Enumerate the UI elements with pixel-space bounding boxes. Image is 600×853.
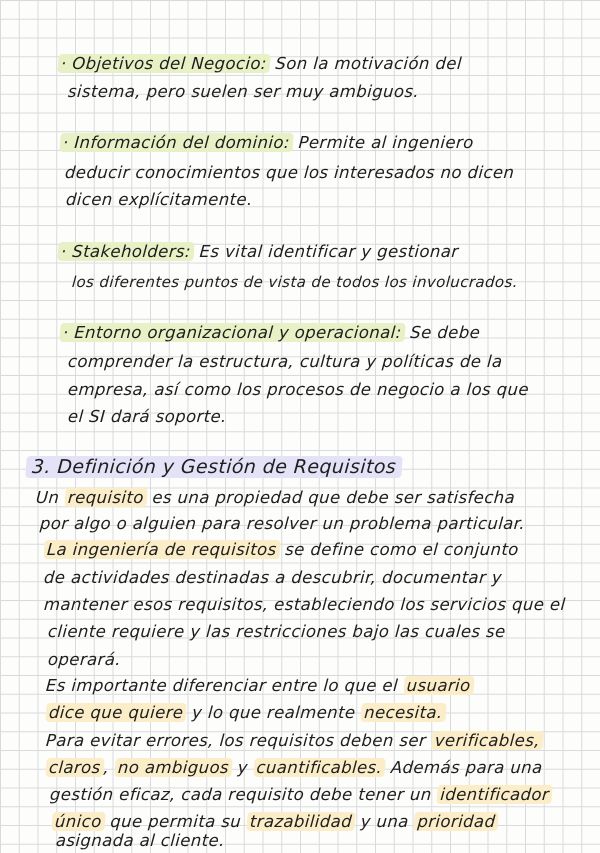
stakeholders-term: · Stakeholders: — [57, 242, 194, 261]
dice-que-quiere-highlight: dice que quiere — [45, 703, 187, 722]
domain-info-term: · Información del dominio: — [59, 133, 293, 152]
usuario-highlight: usuario — [403, 676, 474, 695]
paragraph-line-14: asignada al cliente. — [55, 831, 226, 850]
environment-text: Se debe — [409, 323, 481, 342]
p10-pre: Para evitar errores, los requisitos deben ser — [45, 731, 427, 750]
requisito-highlight: requisito — [64, 488, 147, 507]
business-goals-text: Son la motivación del — [274, 54, 463, 73]
section-heading-text: 3. Definición y Gestión de Requisitos — [25, 456, 403, 478]
business-goals-term: · Objetivos del Negocio: — [57, 54, 270, 73]
paragraph-line-9 — [45, 701, 446, 725]
cuantificables-highlight: cuantificables. — [253, 758, 386, 777]
section-heading — [25, 455, 403, 479]
stakeholders-line-1 — [57, 240, 459, 264]
business-goals-line-2: sistema, pero suelen ser muy ambiguos. — [67, 82, 420, 101]
p1-post: es una propiedad que debe ser satisfecha — [151, 488, 516, 507]
p11-and: y — [237, 758, 249, 777]
p11-comma: , — [103, 758, 111, 777]
paragraph-line-8 — [45, 674, 474, 698]
prioridad-highlight: prioridad — [414, 812, 499, 831]
domain-info-text: Permite al ingeniero — [297, 133, 475, 152]
domain-info-line-3: dicen explícitamente. — [65, 190, 254, 209]
business-goals-line-1 — [57, 52, 463, 76]
environment-line-4: el SI dará soporte. — [67, 407, 228, 426]
paragraph-line-5: mantener esos requisitos, estableciendo los servicios que el — [43, 595, 567, 614]
paragraph-line-3 — [43, 538, 519, 562]
paragraph-line-2: por algo o alguien para resolver un problema particular. — [39, 514, 526, 533]
environment-line-1 — [59, 321, 481, 345]
domain-info-line-1 — [59, 131, 474, 155]
claros-highlight: claros — [45, 758, 104, 777]
necesita-highlight: necesita. — [361, 703, 447, 722]
p12-pre: gestión eficaz, cada requisito debe tener un — [49, 785, 433, 804]
domain-info-line-2: deducir conocimientos que los interesados no dicen — [64, 163, 516, 182]
paragraph-line-11 — [45, 756, 543, 780]
no-ambiguos-highlight: no ambiguos — [114, 758, 232, 777]
stakeholders-line-2: los diferentes puntos de vista de todos los involucrados. — [71, 273, 519, 291]
environment-term: · Entorno organizacional y operacional: — [59, 323, 405, 342]
paragraph-line-12 — [49, 783, 553, 807]
p9-mid: y lo que realmente — [191, 703, 357, 722]
verificables-highlight: verificables, — [431, 731, 543, 750]
environment-line-2: comprender la estructura, cultura y políticas de la — [67, 352, 504, 371]
stakeholders-text: Es vital identificar y gestionar — [198, 242, 460, 261]
paragraph-line-4: de actividades destinadas a descubrir, documentar y — [43, 568, 503, 587]
paragraph-line-10 — [45, 729, 544, 753]
p13-mid2: y una — [360, 812, 410, 831]
paragraph-line-1 — [35, 486, 516, 510]
identificador-highlight: identificador — [437, 785, 553, 804]
p11-post: Además para una — [390, 758, 544, 777]
environment-line-3: empresa, así como los procesos de negocio a los que — [67, 380, 530, 399]
unico-highlight: único — [51, 812, 105, 831]
p3-post: se define como el conjunto — [284, 540, 520, 559]
p8-pre: Es importante diferenciar entre lo que el — [45, 676, 399, 695]
req-engineering-highlight: La ingeniería de requisitos — [43, 540, 280, 559]
paragraph-line-6: cliente requiere y las restricciones bajo las cuales se — [47, 622, 507, 641]
paragraph-line-7: operará. — [47, 650, 122, 669]
trazabilidad-highlight: trazabilidad — [246, 812, 356, 831]
p1-pre: Un — [35, 488, 61, 507]
p13-mid: que permita su — [109, 812, 242, 831]
